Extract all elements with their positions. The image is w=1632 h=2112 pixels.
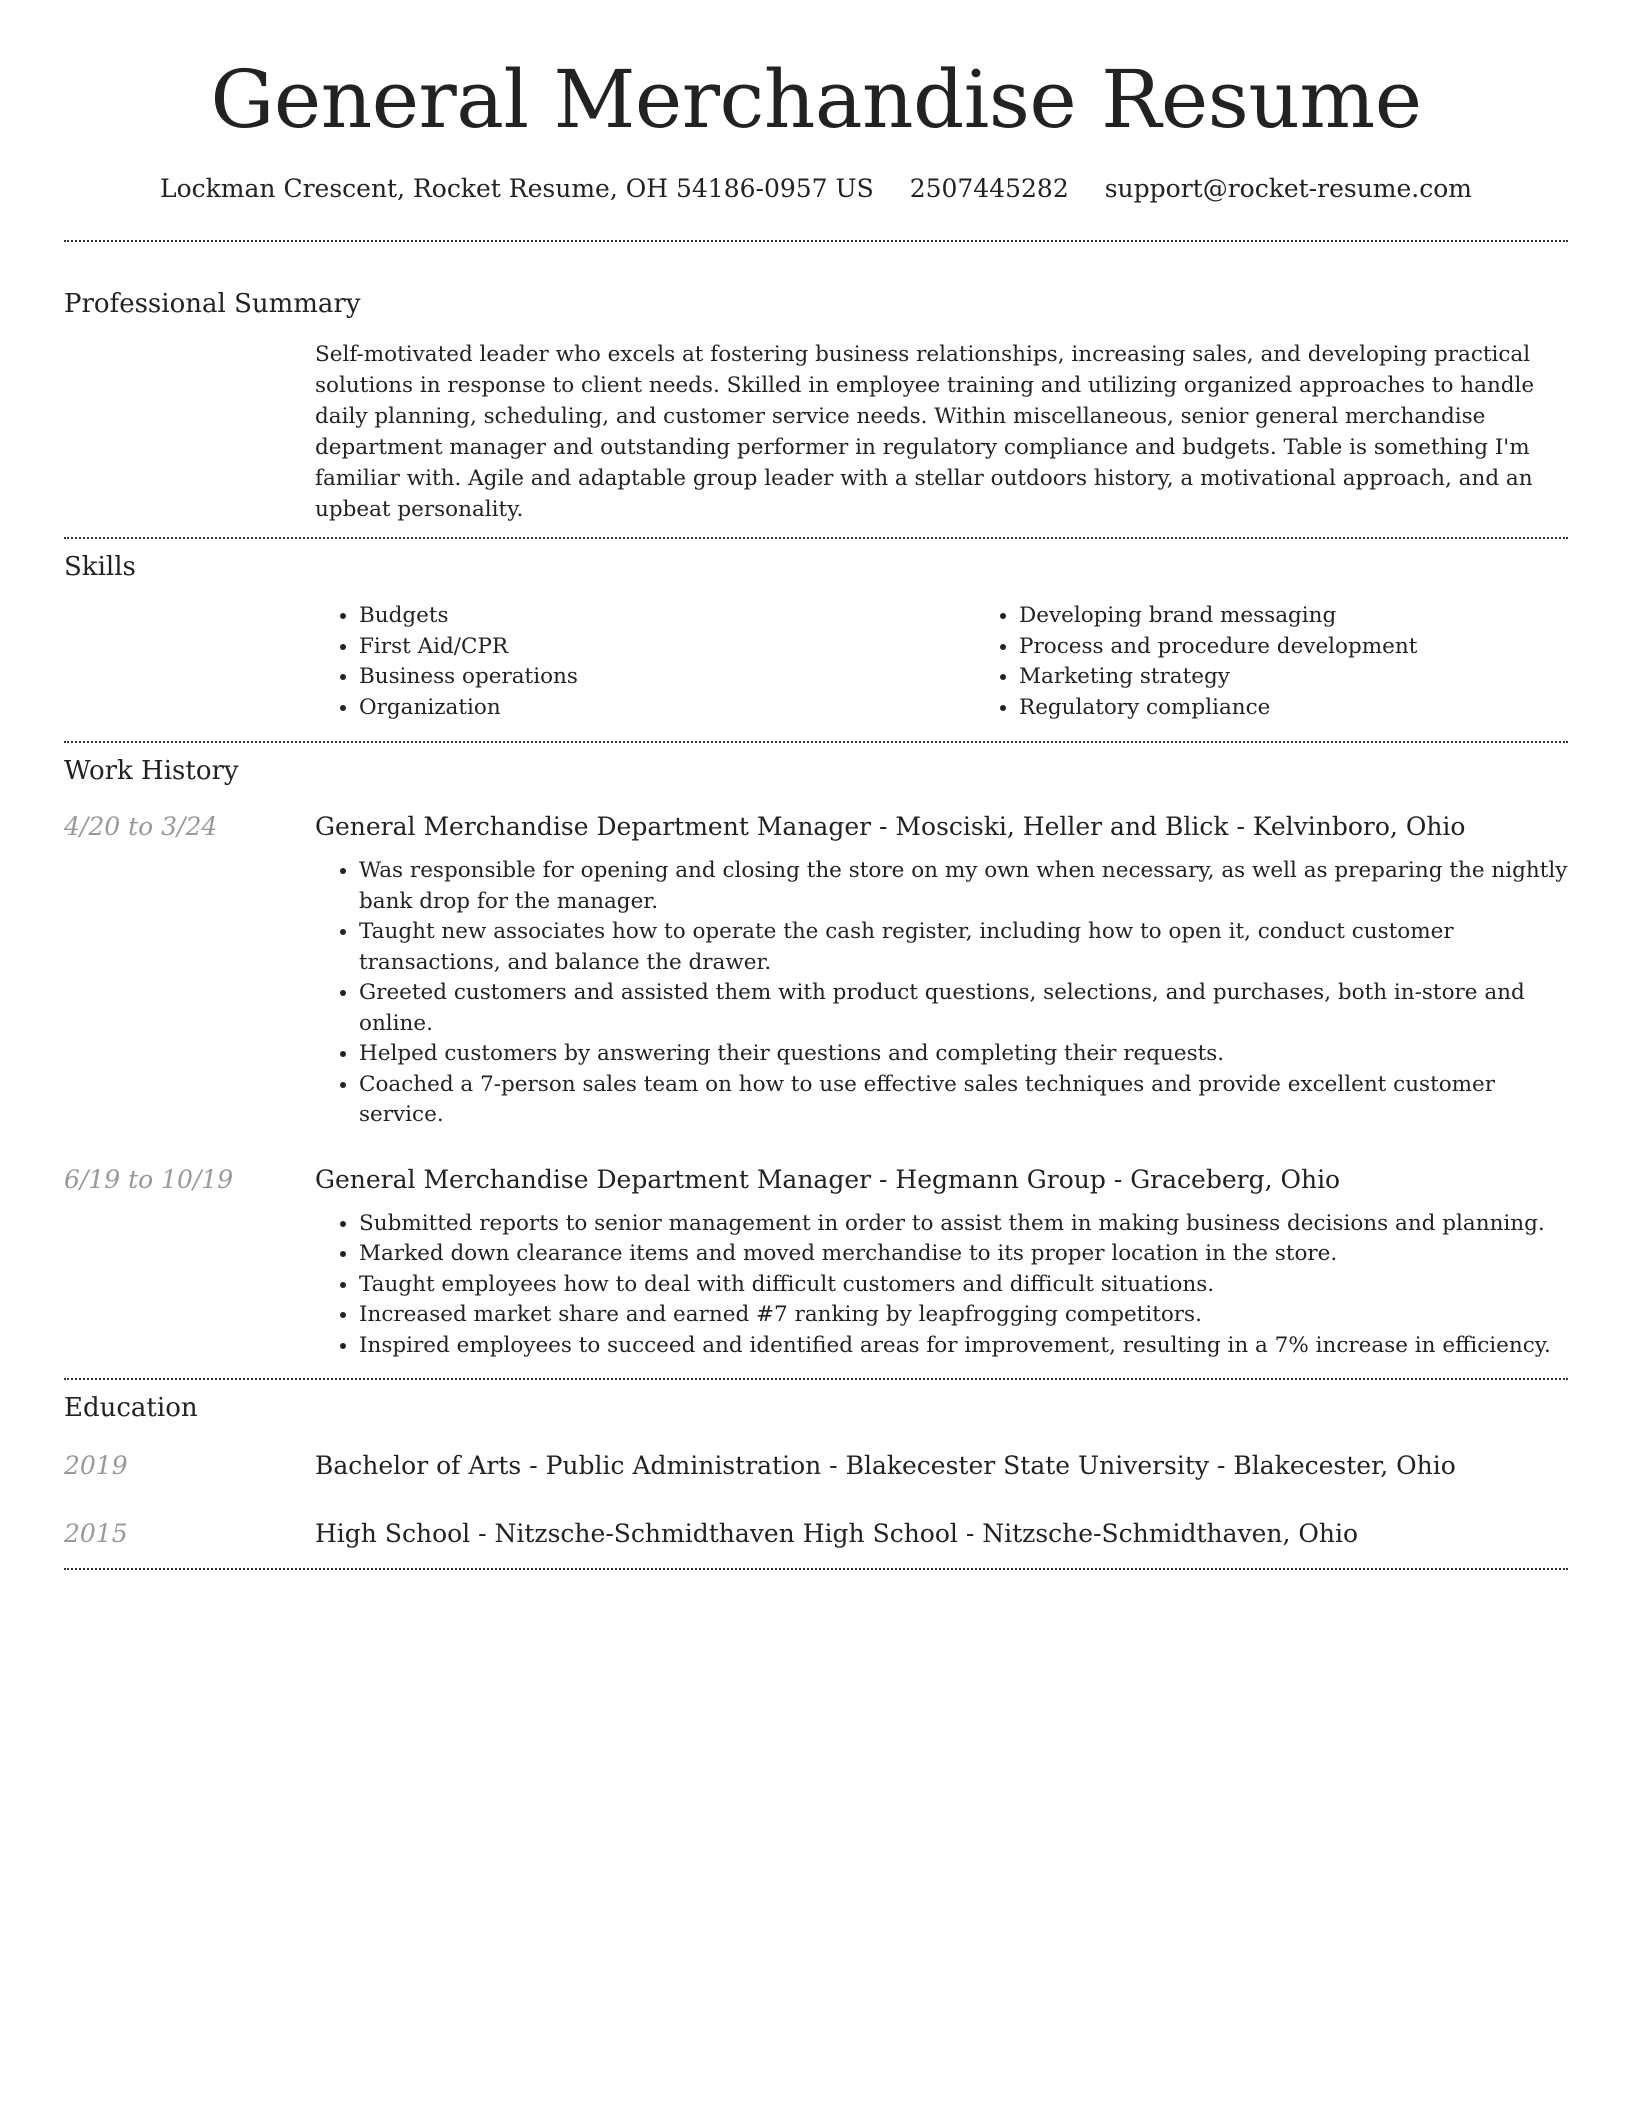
education-entry — [64, 1517, 1568, 1551]
job-bullets — [315, 1209, 1568, 1362]
job-bullet: • Was responsible for opening and closing the store on my own when necessary, as well as preparing the nightly bank drop for the manager. — [359, 856, 1568, 917]
skill-item: • Developing brand messaging — [1019, 601, 1632, 632]
contact-address: Lockman Crescent, Rocket Resume, OH 54186-0957 US — [159, 174, 874, 203]
skill-item: • Marketing strategy — [1019, 662, 1632, 693]
work-heading: Work History — [64, 756, 239, 786]
education-text: Bachelor of Arts - Public Administration - Blakecester State University - Blakecester, Ohio — [315, 1451, 1456, 1480]
education-text: High School - Nitzsche-Schmidthaven High School - Nitzsche-Schmidthaven, Ohio — [315, 1519, 1359, 1548]
skill-item: • First Aid/CPR — [359, 632, 975, 663]
job-dates: 4/20 to 3/24 — [64, 812, 218, 841]
resume-page — [64, 0, 1568, 1570]
skills-list-right — [975, 601, 1632, 723]
skills-list-left — [315, 601, 975, 723]
summary-text: Self-motivated leader who excels at fostering business relationships, increasing sales, and developing practical solutions in response to client needs. Skilled in employee training and utilizing organized approaches to handle daily planning, scheduling, and customer service needs. Within miscellaneous, senior general merchandise department manager and outstanding performer in regulatory compliance and budgets. Table is something I'm familiar with. Agile and adaptable group leader with a stellar outdoors history, a motivational approach, and an upbeat personality. — [315, 342, 1535, 522]
divider — [64, 1378, 1568, 1380]
job-bullet: • Greeted customers and assisted them with product questions, selections, and purchases, both in-store and online. — [359, 978, 1568, 1039]
skill-item: • Budgets — [359, 601, 975, 632]
job-bullet: • Submitted reports to senior management in order to assist them in making business decisions and planning. — [359, 1209, 1568, 1240]
work-section — [64, 754, 1568, 1361]
job-title: General Merchandise Department Manager - Hegmann Group - Graceberg, Ohio — [315, 1164, 1341, 1194]
skills-section — [64, 550, 1568, 723]
job-entry — [64, 810, 1568, 1131]
contact-email: support@rocket-resume.com — [1104, 174, 1473, 203]
skills-heading: Skills — [64, 552, 136, 582]
skill-item: • Business operations — [359, 662, 975, 693]
contact-phone: 2507445282 — [909, 174, 1069, 203]
job-bullet: • Helped customers by answering their questions and completing their requests. — [359, 1039, 1568, 1070]
skill-item: • Process and procedure development — [1019, 632, 1632, 663]
job-entry — [64, 1163, 1568, 1362]
page-title: General Merchandise Resume — [210, 53, 1422, 146]
summary-section — [64, 287, 1568, 525]
skill-item: • Regulatory compliance — [1019, 693, 1632, 724]
skill-item: • Organization — [359, 693, 975, 724]
job-bullet: • Inspired employees to succeed and identified areas for improvement, resulting in a 7% increase in efficiency. — [359, 1331, 1568, 1362]
job-title: General Merchandise Department Manager - Mosciski, Heller and Blick - Kelvinboro, Ohio — [315, 812, 1466, 841]
divider — [64, 741, 1568, 743]
divider — [64, 240, 1568, 242]
job-bullets — [315, 856, 1568, 1131]
education-entry — [64, 1449, 1568, 1483]
job-dates: 6/19 to 10/19 — [64, 1164, 234, 1194]
job-bullet: • Taught new associates how to operate the cash register, including how to open it, conduct customer transactions, and balance the drawer. — [359, 917, 1568, 978]
summary-heading: Professional Summary — [64, 289, 361, 319]
education-year: 2015 — [64, 1519, 128, 1548]
education-section — [64, 1391, 1568, 1551]
education-heading: Education — [64, 1393, 198, 1423]
education-year: 2019 — [64, 1451, 128, 1480]
job-bullet: • Increased market share and earned #7 ranking by leapfrogging competitors. — [359, 1300, 1568, 1331]
divider — [64, 1568, 1568, 1570]
divider — [64, 537, 1568, 539]
job-bullet: • Coached a 7-person sales team on how to use effective sales techniques and provide excellent customer service. — [359, 1070, 1568, 1131]
job-bullet: • Taught employees how to deal with difficult customers and difficult situations. — [359, 1270, 1568, 1301]
job-bullet: • Marked down clearance items and moved merchandise to its proper location in the store. — [359, 1239, 1568, 1270]
contact-line — [64, 172, 1568, 206]
